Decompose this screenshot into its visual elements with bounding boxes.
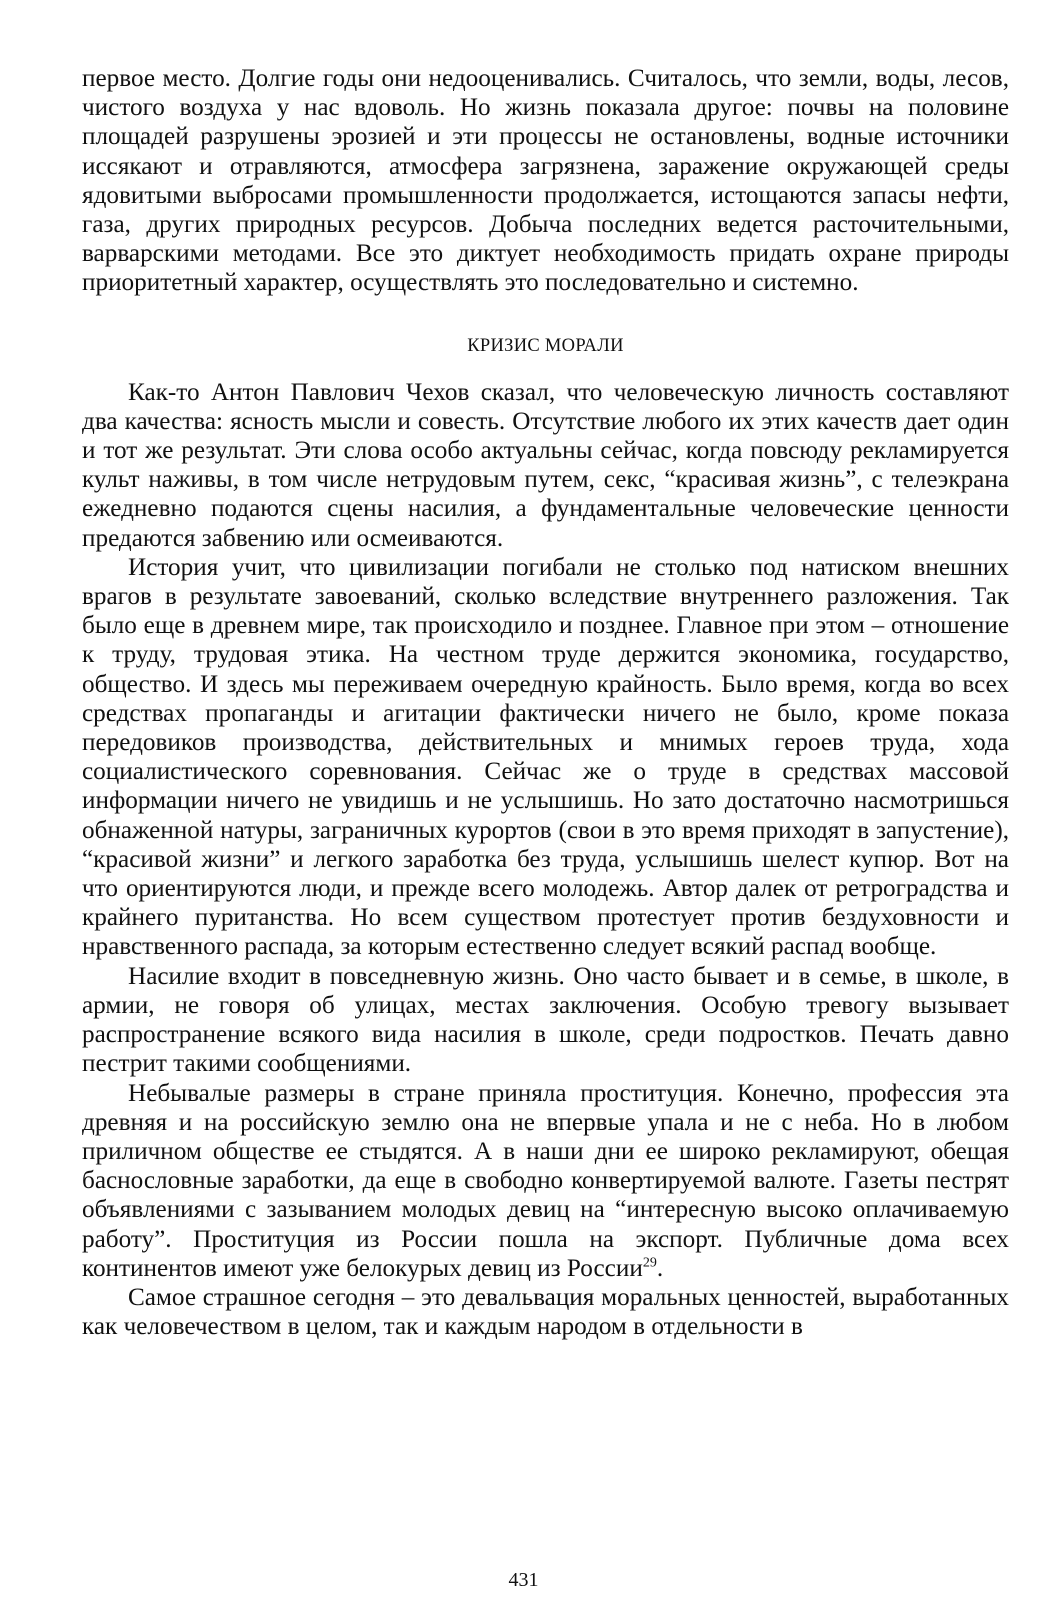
paragraph: История учит, что цивилизации погибали не столько под натиском внешних врагов в результате завоеваний, сколько вследствие внутреннего разложения. Так было еще в древнем мире, так происходило и позднее. Главное при этом – отношение к труду, трудовая этика. На честном труде держится экономика, государство, общество. И здесь мы переживаем очередную крайность. Было время, когда во всех средствах пропаганды и агитации фактически ничего не было, кроме показа передовиков производства, действительных и мнимых героев труда, хода социалистического соревнования. Сейчас же о труде в средствах массовой информации ничего не увидишь и не услышишь. Но зато достаточно насмотришься обнаженной натуры, заграничных курортов (свои в это время приходят в запустение), “красивой жизни” и легкого заработка без труда, услышишь шелест купюр. Вот на что ориентируются люди, и прежде всего молодежь. Автор далек от ретроградства и крайнего пуританства. Но всем существом протестует против бездуховности и нравственного распада, за которым естественно следует всякий распад вообще. xyxy=(82,553,1009,961)
section-heading: КРИЗИС МОРАЛИ xyxy=(467,335,624,356)
page-number: 431 xyxy=(508,1569,539,1591)
paragraph-text: Небывалые размеры в стране приняла проституция. Конечно, профессия эта древняя и на российскую землю она не впервые упала и не с неба. Но в любом приличном обществе ее стыдятся. А в наши дни ее широко рекламируют, обещая баснословные заработки, да еще в свободно конвертируемой валюте. Газеты пестрят объявлениями с зазыванием молодых девиц на “интересную высоко оплачиваемую работу”. Проституция из России пошла на экспорт. Публичные дома всех континентов имеют уже белокурых девиц из России xyxy=(82,1079,1009,1282)
paragraph-with-footnote xyxy=(82,1079,1009,1283)
paragraph: первое место. Долгие годы они недооценивались. Считалось, что земли, воды, лесов, чистого воздуха у нас вдоволь. Но жизнь показала другое: почвы на половине площадей разрушены эрозией и эти процессы не остановлены, водные источники иссякают и отравляются, атмосфера загрязнена, заражение окружающей среды ядовитыми выбросами промышленности продолжается, истощаются запасы нефти, газа, других природных ресурсов. Добыча последних ведется расточительными, варварскими методами. Все это диктует необходимость придать охране природы приоритетный характер, осуществлять это последовательно и системно. xyxy=(82,65,1009,297)
footnote-reference: 29 xyxy=(642,1255,657,1271)
paragraph: Как-то Антон Павлович Чехов сказал, что человеческую личность составляют два качества: ясность мысли и совесть. Отсутствие любого их этих качеств дает один и тот же результат. Эти слова особо актуальны сейчас, когда повсюду рекламируется культ наживы, в том числе нетрудовым путем, секс, “красивая жизнь”, с телеэкрана ежедневно подаются сцены насилия, а фундаментальные человеческие ценности предаются забвению или осмеиваются. xyxy=(82,378,1009,552)
paragraph-end: . xyxy=(656,1254,664,1282)
paragraph: Самое страшное сегодня – это девальвация моральных ценностей, выработанных как человечеством в целом, так и каждым народом в отдельности в xyxy=(82,1283,1009,1341)
paragraph: Насилие входит в повседневную жизнь. Оно часто бывает и в семье, в школе, в армии, не говоря об улицах, местах заключения. Особую тревогу вызывает распространение всякого вида насилия в школе, среди подростков. Печать давно пестрит такими сообщениями. xyxy=(82,962,1009,1078)
